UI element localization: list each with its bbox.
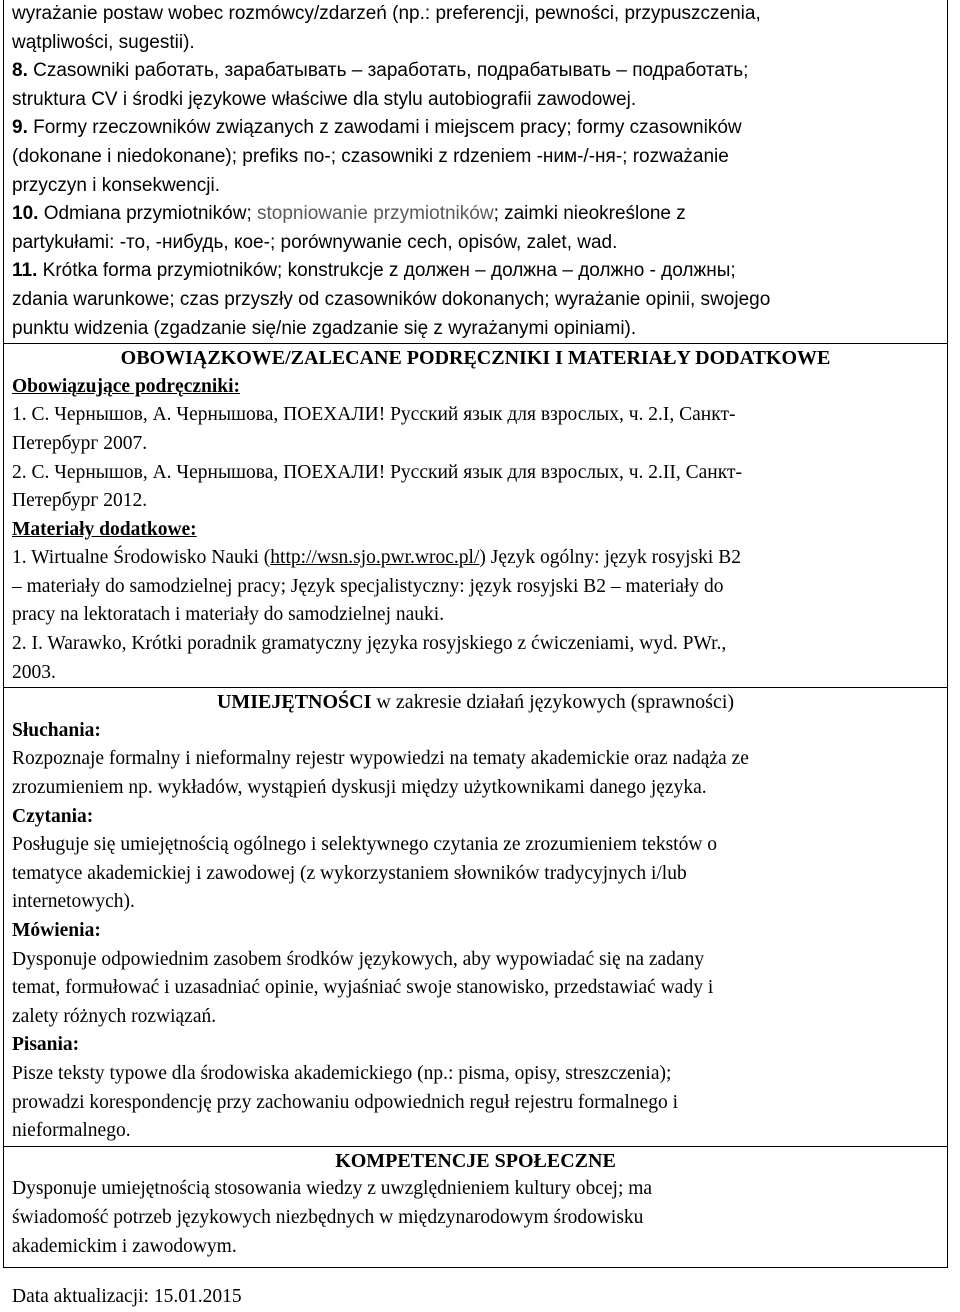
writing-label: Pisania:: [12, 1034, 80, 1056]
skills-header-rest: w zakresie działań językowych (sprawności): [371, 691, 735, 714]
speaking-text: zalety różnych rozwiązań.: [12, 1005, 217, 1027]
reading-text: internetowych).: [12, 891, 135, 913]
topic-text-highlight: stopniowanie przymiotników: [257, 203, 494, 225]
topic-text: Krótka forma przymiotników; konstrukcje z должен – должна – должно - должны;: [37, 260, 736, 282]
topic-text: Czasowniki работать, зарабатывать – заработать, подрабатывать – подработать;: [27, 60, 749, 82]
speaking-text: temat, formułować i uzasadniać opinie, wyjaśniać swoje stanowisko, przedstawiać wady i: [12, 977, 714, 999]
additional-materials-label: Materiały dodatkowe:: [12, 518, 197, 540]
topic-number: 11.: [12, 260, 38, 282]
skills-header-bold: UMIEJĘTNOŚCI: [216, 691, 372, 714]
topic-10-line: partykułami: -то, -нибудь, кое-; porównywanie cech, opisów, zalet, wad.: [12, 231, 618, 253]
textbook-item-line: Петербург 2012.: [12, 490, 148, 512]
material-item-line: pracy na lektoratach i materiały do samodzielnej nauki.: [12, 604, 445, 626]
topic-8: [12, 57, 939, 86]
social-competences-header: KOMPETENCJE SPOŁECZNE: [335, 1149, 616, 1172]
social-competences-text: Dysponuje umiejętnością stosowania wiedzy z uwzględnieniem kultury obcej; ma: [12, 1178, 653, 1200]
speaking-label: Mówienia:: [12, 920, 101, 941]
material-item-line: – materiały do samodzielnej pracy; Język specjalistyczny: język rosyjski B2 – materiały do: [12, 575, 724, 597]
material-item-line: 2003.: [12, 661, 56, 683]
document-page: [3, 0, 948, 1268]
textbooks-section: [4, 344, 947, 687]
topic-11: [12, 257, 939, 286]
reading-text: Posługuje się umiejętnością ogólnego i selektywnego czytania ze zrozumieniem tekstów o: [12, 834, 718, 856]
social-competences-text: akademickim i zawodowym.: [12, 1235, 237, 1257]
content-table: [3, 0, 948, 1268]
skills-section: [4, 688, 947, 1146]
update-date: Data aktualizacji: 15.01.2015: [12, 1286, 242, 1307]
topic-number: 9.: [12, 117, 28, 139]
reading-text: tematyce akademickiej i zawodowej (z wykorzystaniem słowników tradycyjnych i/lub: [12, 862, 687, 884]
listening-label: Słuchania:: [12, 719, 101, 741]
topic-9: [12, 114, 939, 143]
writing-text: Pisze teksty typowe dla środowiska akademickiego (np.: pisma, opisy, streszczenia);: [12, 1062, 672, 1084]
topic-11-line: zdania warunkowe; czas przyszły od czasowników dokonanych; wyrażanie opinii, swojego: [12, 288, 771, 310]
textbook-item: 2. С. Чернышов, А. Чернышова, ПОЕХАЛИ! Русский язык для взрослых, ч. 2.II, Санкт-: [12, 461, 742, 483]
speaking-text: Dysponuje odpowiednim zasobem środków językowych, aby wypowiadać się na zadany: [12, 948, 705, 970]
listening-text: zrozumieniem np. wykładów, wystąpień dyskusji między użytkownikami danego języka.: [12, 777, 707, 799]
topic-7-continued: wyrażanie postaw wobec rozmówcy/zdarzeń (np.: preferencji, pewności, przypuszczenia,: [12, 3, 761, 24]
reading-label: Czytania:: [12, 805, 94, 827]
skills-header: [12, 688, 939, 717]
topic-9-line: przyczyn i konsekwencji.: [12, 174, 221, 196]
material-text: ) Język ogólny: język rosyjski B2: [479, 547, 741, 569]
textbook-item-line: Петербург 2007.: [12, 432, 148, 454]
section-spacer: [12, 1261, 939, 1267]
textbooks-header: OBOWIĄZKOWE/ZALECANE PODRĘCZNIKI I MATERIAŁY DODATKOWE: [120, 347, 831, 370]
social-competences-text: świadomość potrzeb językowych niezbędnych w międzynarodowym środowisku: [12, 1206, 644, 1228]
topic-7-continued: wątpliwości, sugestii).: [12, 31, 195, 53]
topic-8-line: struktura CV i środki językowe właściwe dla stylu autobiografii zawodowej.: [12, 88, 637, 110]
material-item: [12, 544, 939, 573]
listening-text: Rozpoznaje formalny i nieformalny rejestr wypowiedzi na tematy akademickie oraz nadąża ze: [12, 748, 749, 770]
topic-number: 10.: [12, 203, 39, 225]
material-text: 1. Wirtualne Środowisko Nauki (: [12, 547, 271, 569]
writing-text: nieformalnego.: [12, 1120, 131, 1142]
topic-number: 8.: [12, 60, 28, 82]
topic-text: ; zaimki nieokreślone z: [493, 203, 686, 225]
topic-9-line: (dokonane i niedokonane); prefiks по-; czasowniki z rdzeniem -ним-/-ня-; rozważanie: [12, 145, 729, 167]
topic-text: Formy rzeczowników związanych z zawodami i miejscem pracy; formy czasowników: [27, 117, 742, 139]
social-competences-section: [4, 1147, 947, 1267]
writing-text: prowadzi korespondencję przy zachowaniu odpowiednich reguł rejestru formalnego i: [12, 1091, 679, 1113]
topic-10: [12, 200, 939, 229]
required-textbooks-label: Obowiązujące podręczniki:: [12, 375, 241, 397]
topics-section: [4, 0, 947, 343]
material-item: 2. I. Warawko, Krótki poradnik gramatyczny języka rosyjskiego z ćwiczeniami, wyd. PWr.,: [12, 633, 727, 655]
topic-text: Odmiana przymiotników;: [38, 203, 257, 225]
topic-11-line: punktu widzenia (zgadzanie się/nie zgadzanie się z wyrażanymi opiniami).: [12, 317, 637, 339]
textbook-item: 1. С. Чернышов, А. Чернышова, ПОЕХАЛИ! Русский язык для взрослых, ч. 2.I, Санкт-: [12, 404, 736, 426]
wsn-link[interactable]: http://wsn.sjo.pwr.wroc.pl/: [270, 547, 480, 569]
